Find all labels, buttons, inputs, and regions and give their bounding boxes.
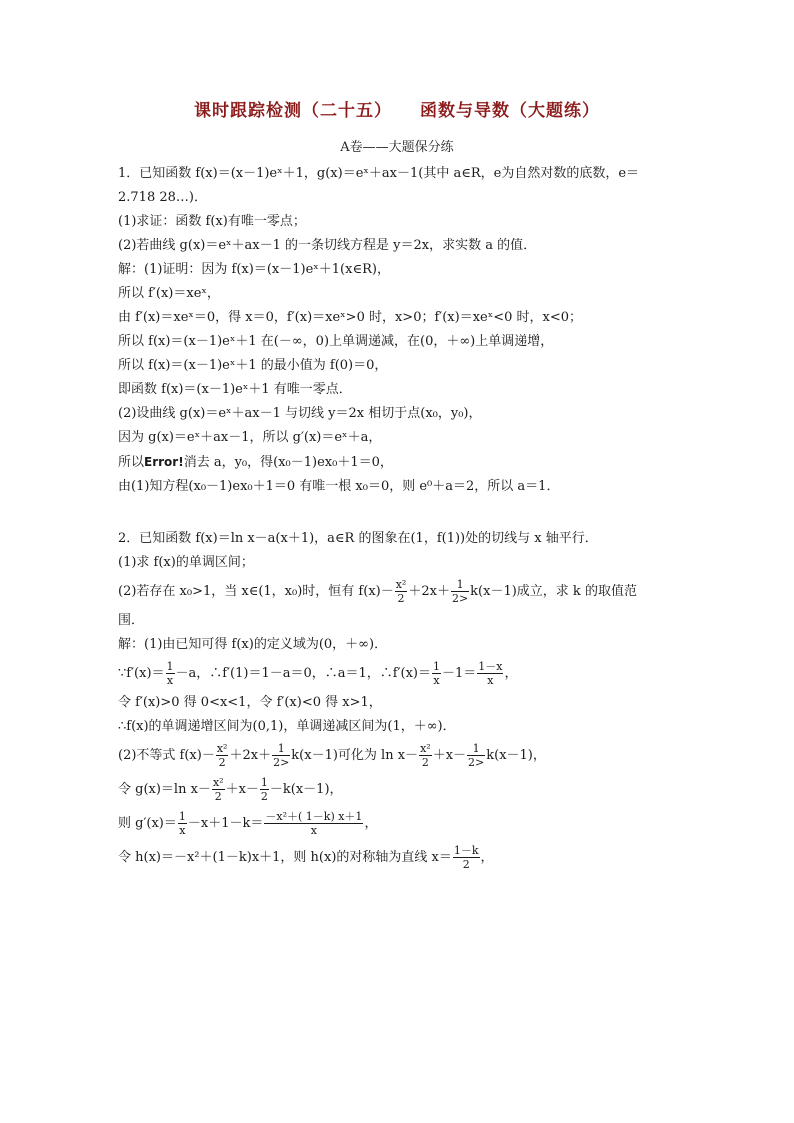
q1-line-13: 所以Error!消去 a，y₀，得(x₀－1)ex₀＋1＝0， bbox=[118, 455, 393, 470]
q1-line-7: 由 f′(x)＝xeˣ＝0，得 x＝0，f′(x)＝xeˣ>0 时，x>0；f′(x)＝xeˣ<0 时，x<0； bbox=[118, 310, 583, 325]
q1-line-3: (1)求证：函数 f(x)有唯一零点； bbox=[118, 214, 306, 229]
fraction: $\frac{\text{x²}}{2}$ bbox=[216, 742, 228, 769]
q1-line-2: 2.718 28…)． bbox=[118, 190, 207, 205]
q2-line-12: 令 h(x)＝－x²＋(1－k)x＋1，则 h(x)的对称轴为直线 x＝ $\frac{1-k}{2}$ ， bbox=[118, 844, 494, 871]
q2-line-9: (2)不等式 f(x)－ $\frac{\text{x²}}{2}$ ＋2x＋ $\frac{1}{2>}$ k(x－1)可化为 ln x－ $\frac{\text{x²}}{2}$ ＋x－ $\frac{1}{2>}$ k(x－1)， bbox=[118, 742, 546, 769]
fraction: $\frac{1}{x}$ bbox=[178, 810, 186, 837]
q1-line-5: 解：(1)证明：因为 f(x)＝(x－1)eˣ＋1(x∈R)， bbox=[118, 262, 390, 277]
fraction: $\frac{1-k}{2}$ bbox=[453, 844, 479, 871]
fraction: $\frac{1-x}{x}$ bbox=[478, 660, 503, 687]
q1-line-11: (2)设曲线 g(x)＝eˣ＋ax－1 与切线 y＝2x 相切于点(x₀，y₀)， bbox=[118, 406, 482, 421]
q1-line-12: 因为 g(x)＝eˣ＋ax－1，所以 g′(x)＝eˣ＋a， bbox=[118, 430, 382, 445]
q2-line-3: (2)若存在 x₀>1，当 x∈(1，x₀)时，恒有 f(x)－ $\frac{\text{x²}}{2}$ ＋2x＋ $\frac{1}{2>}$ k(x－1)成立，求 k 的取值范 bbox=[118, 578, 637, 605]
section-subtitle: A卷——大题保分练 bbox=[340, 140, 454, 155]
q1-line-1: 1．已知函数 f(x)＝(x－1)eˣ＋1，g(x)＝eˣ＋ax－1(其中 a∈R，e为自然对数的底数，e＝ bbox=[118, 166, 640, 181]
fraction: $\frac{1}{2>}$ bbox=[273, 742, 290, 769]
fraction: $\frac{\text{x²}}{2}$ bbox=[420, 742, 431, 769]
q2-line-6: ∵f′(x)＝ $\frac{1}{x}$ －a，∴f′(1)＝1－a＝0，∴a＝1，∴f′(x)＝ $\frac{1}{x}$ －1＝ $\frac{1-x}{x}$ ， bbox=[118, 660, 518, 687]
title-right: 函数与导数（大题练） bbox=[420, 101, 600, 121]
q2-line-8: ∴f(x)的单调递增区间为(0,1)，单调递减区间为(1，＋∞)． bbox=[118, 719, 456, 734]
fraction: $\frac{\text{x²}}{2}$ bbox=[212, 776, 224, 803]
q1-line-9: 所以 f(x)＝(x－1)eˣ＋1 的最小值为 f(0)＝0， bbox=[118, 358, 388, 373]
document-body bbox=[118, 162, 688, 875]
title-left: 课时跟踪检测（二十五） bbox=[194, 101, 392, 121]
fraction: $\frac{1}{x}$ bbox=[433, 660, 440, 687]
q2-line-1: 2．已知函数 f(x)＝ln x－a(x＋1)，a∈R 的图象在(1，f(1))处的切线与 x 轴平行． bbox=[118, 531, 598, 546]
fraction: $\frac{\text{x²}}{2}$ bbox=[395, 578, 407, 605]
q2-line-10: 令 g(x)＝ln x－ $\frac{\text{x²}}{2}$ ＋x－ $\frac{1}{2}$ －k(x－1)， bbox=[118, 776, 343, 803]
fraction: $\frac{1}{2}$ bbox=[260, 776, 268, 803]
fraction: $\frac{1}{x}$ bbox=[166, 660, 174, 687]
error-text: Error! bbox=[144, 455, 184, 469]
q1-line-6: 所以 f′(x)＝xeˣ， bbox=[118, 286, 220, 301]
q2-line-5: 解：(1)由已知可得 f(x)的定义域为(0，＋∞)． bbox=[118, 637, 388, 652]
q2-line-4: 围． bbox=[118, 613, 145, 628]
q2-line-11: 则 g′(x)＝ $\frac{1}{x}$ －x＋1－k＝ $\frac{\text{－x²＋( 1－k) x＋1}}{x}$ ， bbox=[118, 810, 378, 837]
q1-line-4: (2)若曲线 g(x)＝eˣ＋ax－1 的一条切线方程是 y＝2x，求实数 a 的值． bbox=[118, 238, 537, 253]
q1-line-14: 由(1)知方程(x₀－1)ex₀＋1＝0 有唯一根 x₀＝0，则 e⁰＋a＝2，所以 a＝1． bbox=[118, 479, 560, 494]
q1-line-10: 即函数 f(x)＝(x－1)eˣ＋1 有唯一零点． bbox=[118, 382, 352, 397]
fraction: $\frac{1}{2>}$ bbox=[451, 578, 469, 605]
fraction: $\frac{1}{2>}$ bbox=[468, 742, 485, 769]
q1-line-8: 所以 f(x)＝(x－1)eˣ＋1 在(－∞，0)上单调递减，在(0，＋∞)上单调递增， bbox=[118, 334, 554, 349]
fraction: $\frac{\text{－x²＋( 1－k) x＋1}}{x}$ bbox=[265, 810, 363, 837]
q2-line-2: (1)求 f(x)的单调区间； bbox=[118, 555, 254, 570]
page-title bbox=[0, 96, 794, 121]
q2-line-7: 令 f′(x)>0 得 0<x<1，令 f′(x)<0 得 x>1， bbox=[118, 695, 382, 710]
